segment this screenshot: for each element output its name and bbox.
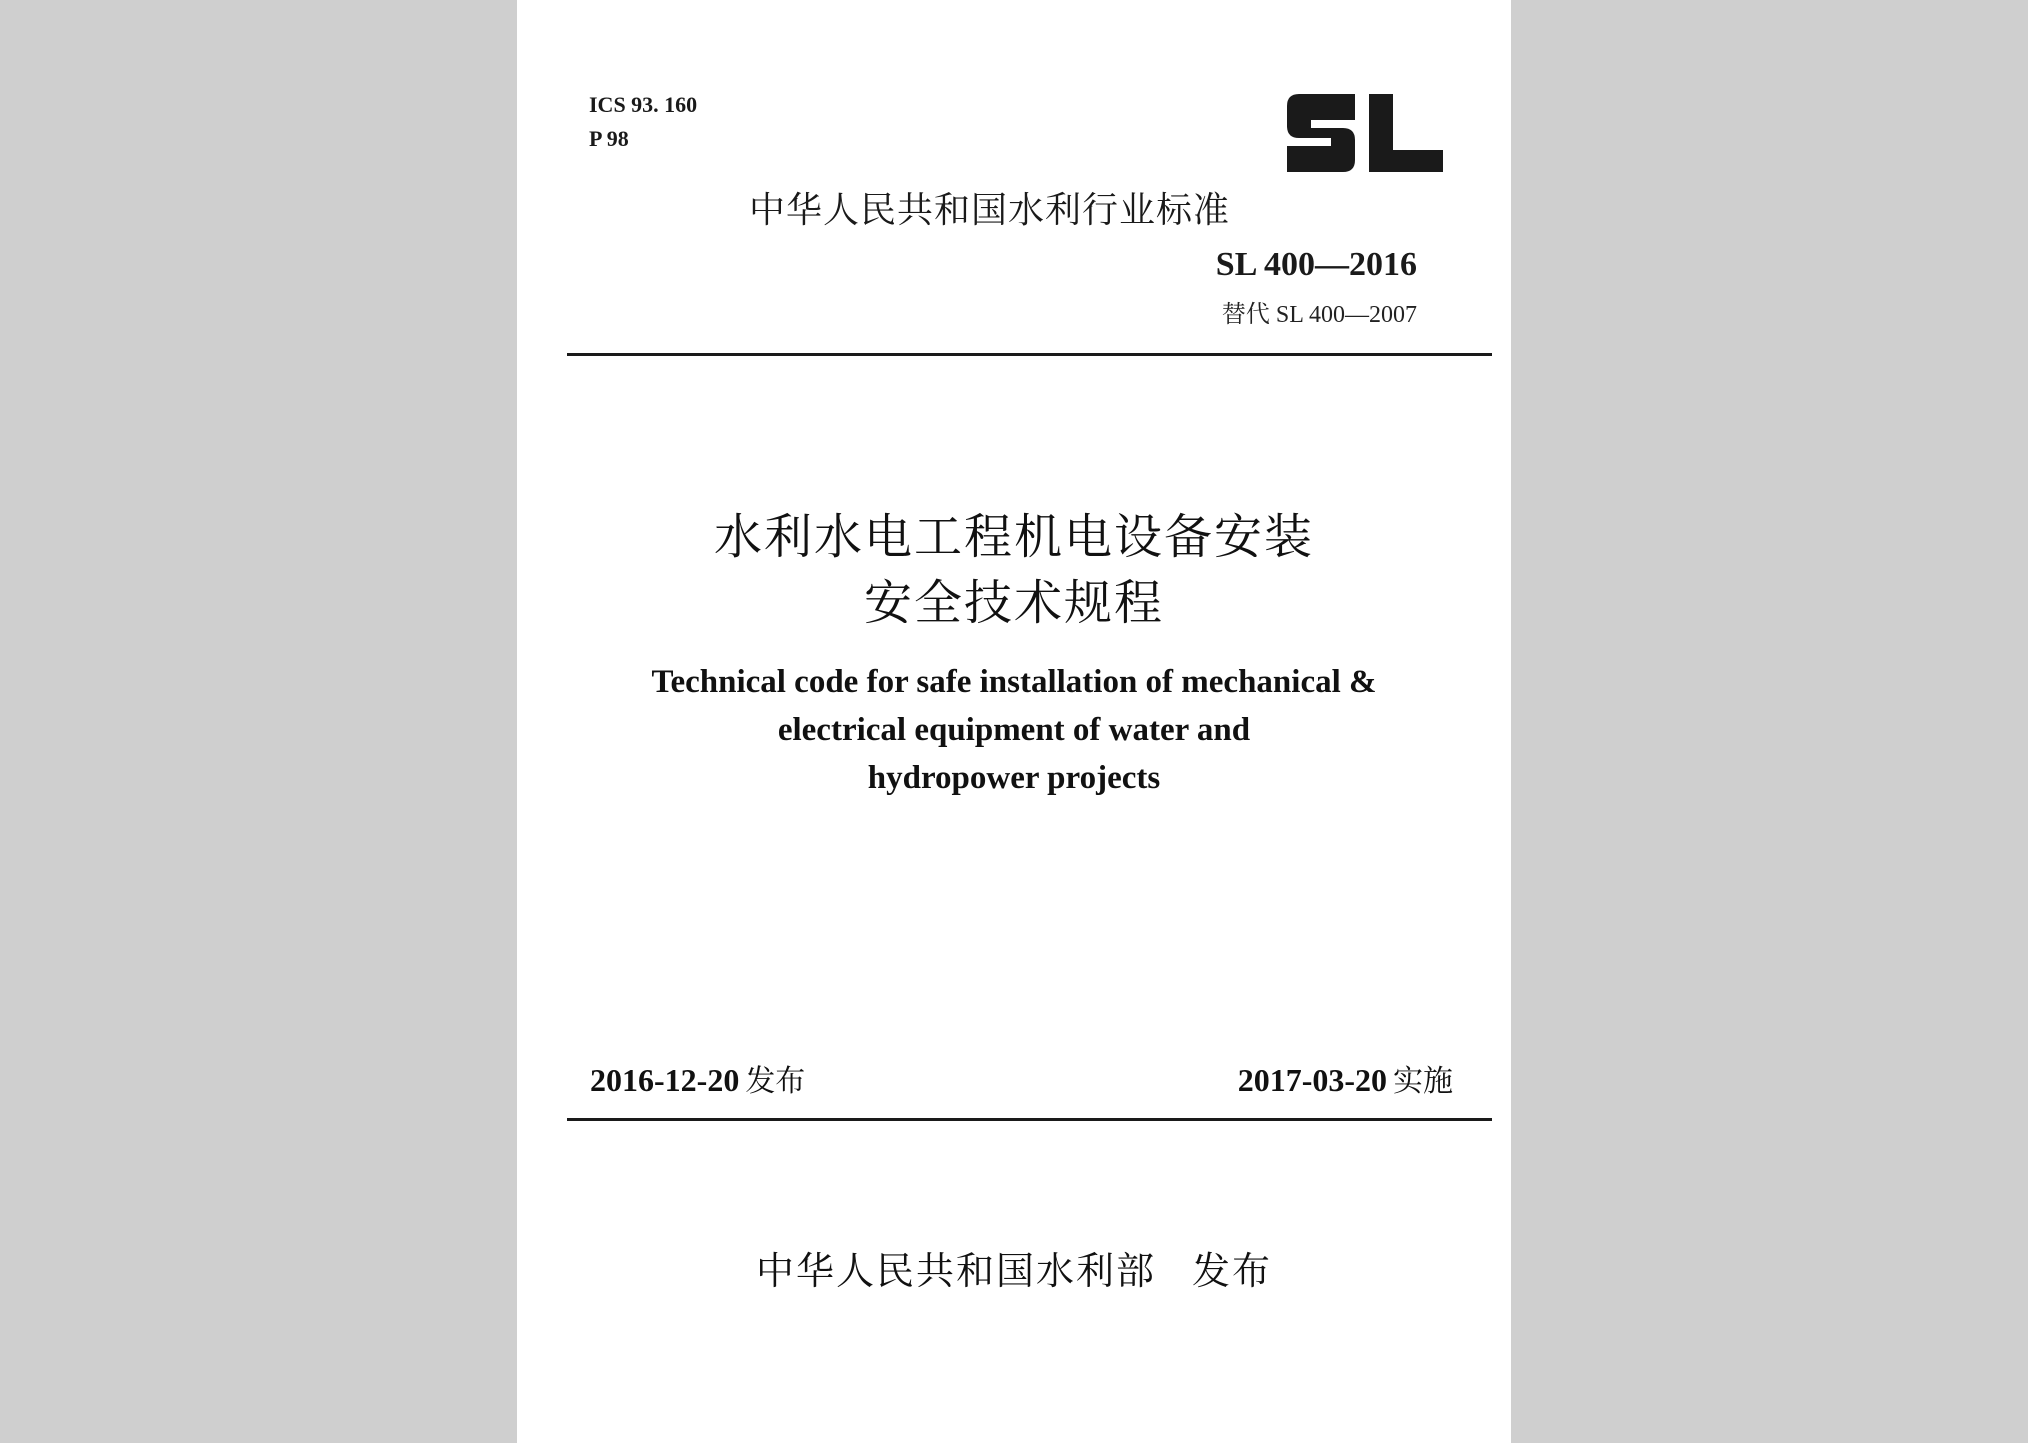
standard-code: SL 400—2016 [1215, 246, 1417, 283]
english-title-line-1: Technical code for safe installation of mechanical & [651, 664, 1377, 700]
issue-date-value: 2016-12-20 [590, 1062, 740, 1098]
issue-date [590, 1056, 805, 1100]
publisher [517, 1240, 1511, 1295]
bottom-divider [567, 1118, 1492, 1121]
chinese-title-line-2: 安全技术规程 [863, 575, 1164, 631]
ccs-code: P 98 [589, 126, 629, 151]
english-title-line-3: hydropower projects [867, 760, 1161, 796]
effective-date [1238, 1056, 1453, 1100]
english-title-line-2: electrical equipment of water and [777, 712, 1251, 748]
effective-date-value: 2017-03-20 [1237, 1062, 1387, 1098]
publisher-label: 发布 [1192, 1249, 1273, 1293]
top-divider [567, 353, 1492, 356]
issue-label: 发布 [745, 1064, 806, 1099]
ics-code: ICS 93. 160 [589, 92, 698, 117]
chinese-title-line-1: 水利水电工程机电设备安装 [713, 509, 1314, 565]
effective-label: 实施 [1393, 1064, 1453, 1099]
replaces-standard: 替代 SL 400—2007 [1221, 302, 1417, 328]
document-cover-page [517, 0, 1511, 1443]
industry-standard-title: 中华人民共和国水利行业标准 [749, 190, 1231, 231]
classification-codes [589, 88, 697, 156]
publisher-name: 中华人民共和国水利部 [755, 1249, 1156, 1293]
sl-logo [1285, 90, 1445, 176]
